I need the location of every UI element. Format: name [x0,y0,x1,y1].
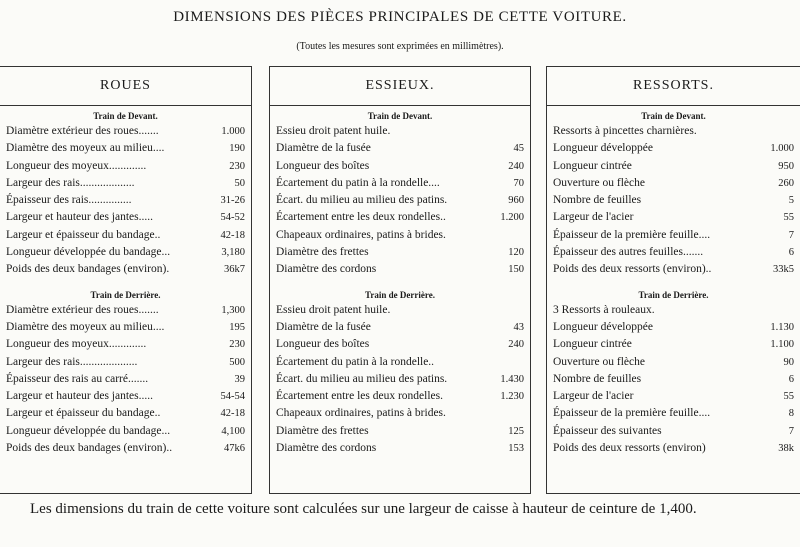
table-row [553,336,794,353]
row-label: Largeur et épaisseur du bandage.. [6,407,161,420]
table-row [553,192,794,209]
table-row [553,371,794,388]
row-value: 54-54 [220,391,245,403]
row-label: Épaisseur des rais au carré....... [6,372,149,385]
table-row [553,140,794,157]
table-row [276,319,524,336]
table-row [276,423,524,440]
footer-paragraph: Les dimensions du train de cette voiture sont calculées sur une largeur de caisse à hauteur de ceinture de 1,400. [30,501,697,517]
row-value: 36k7 [224,264,245,276]
section-heading: Train de Devant. [93,111,158,121]
row-value: 50 [234,177,245,189]
row-value: 240 [508,339,524,351]
row-label: Écart. du milieu au milieu des patins. [276,194,448,207]
row-value: 70 [513,177,524,189]
row-label: Diamètre des cordons [276,263,377,276]
row-value: 8 [788,408,794,420]
row-value: 1.000 [770,143,794,155]
table-row [276,175,524,192]
table-row [276,209,524,226]
row-value: 5 [788,195,794,207]
ressorts-panel [546,66,800,494]
section-heading: Train de Devant. [641,111,706,121]
section-heading: Train de Derrière. [365,289,435,300]
row-value: 39 [234,373,245,385]
table-row [276,192,524,209]
row-value: 33k5 [773,264,794,276]
row-value: 42-18 [220,408,245,420]
row-value: 45 [513,143,524,155]
section-heading: Train de Derrière. [638,289,709,300]
row-label: Écart. du milieu au milieu des patins. [276,372,448,385]
row-label: Épaisseur de la première feuille.... [553,407,711,420]
row-label: Poids des deux bandages (environ). [6,263,170,276]
table-row [553,244,794,261]
row-label: Diamètre des frettes [276,424,369,437]
row-label: Épaisseur de la première feuille.... [553,228,711,241]
page-subtitle: (Toutes les mesures sont exprimées en millimètres). [296,41,504,52]
row-value: 1.200 [500,212,524,224]
table-row [553,440,794,457]
table-row [6,209,245,226]
row-value: 90 [783,356,794,368]
row-label: Largeur et hauteur des jantes..... [6,390,153,403]
column-heading: RESSORTS. [547,67,800,106]
row-value: 38k [778,443,794,455]
table-row [6,319,245,336]
table-row [6,302,245,319]
row-value: 54-52 [220,212,245,224]
table-row [276,371,524,388]
table-row [6,140,245,157]
row-label: Écartement du patin à la rondelle.. [276,355,435,368]
section-heading: Train de Devant. [367,111,433,121]
table-row [6,123,245,140]
row-value: 950 [778,160,794,172]
row-value: 960 [508,195,524,207]
row-value: 7 [788,425,794,437]
row-value: 1.000 [221,126,245,137]
table-row [276,140,524,157]
row-value: 500 [229,356,245,368]
row-value: 1,300 [221,304,245,316]
row-label: Largeur des rais................... [6,176,135,189]
row-value: 1.430 [500,373,524,385]
table-row [553,405,794,422]
row-label: Diamètre des frettes [276,246,369,259]
table-row [276,336,524,353]
row-label: Ouverture ou flèche [553,176,645,189]
row-label: Largeur des rais.................... [6,355,138,368]
row-label: Largeur de l'acier [553,211,634,224]
table-row [553,354,794,371]
row-label: Nombre de feuilles [553,194,642,207]
table-row [6,423,245,440]
page-title: DIMENSIONS DES PIÈCES PRINCIPALES DE CETTE VOITURE. [173,9,627,25]
row-value: 1.230 [500,391,524,403]
row-label: Chapeaux ordinaires, patins à brides. [276,407,446,420]
row-label: Longueur développée [553,142,653,155]
table-row [553,261,794,278]
row-value: 230 [229,160,245,172]
table-row [276,244,524,261]
table-row [276,261,524,278]
row-label: Diamètre de la fusée [276,142,371,155]
table-row [553,209,794,226]
table-row [553,158,794,175]
table-row [6,244,245,261]
row-label: Épaisseur des rais............... [6,194,132,207]
row-label: Ouverture ou flèche [553,355,645,368]
column-heading: ESSIEUX. [270,67,530,106]
row-value: 190 [229,143,245,155]
section-intro: Essieu droit patent huile. [276,303,391,316]
table-row [553,319,794,336]
row-label: Diamètre extérieur des roues....... [6,303,159,316]
row-label: Longueur des moyeux............. [6,159,147,172]
table-row [6,336,245,353]
table-row [276,354,524,371]
table-row [6,405,245,422]
row-value: 3,180 [221,247,245,259]
row-label: Poids des deux ressorts (environ) [553,442,706,455]
table-row [553,423,794,440]
row-value: 230 [229,339,245,351]
table-row [6,371,245,388]
row-label: Diamètre des cordons [276,442,377,455]
table-row [6,354,245,371]
table-row [6,440,245,457]
row-label: Largeur et hauteur des jantes..... [6,211,153,224]
row-value: 150 [508,264,524,276]
row-label: Nombre de feuilles [553,372,642,385]
row-label: Écartement entre les deux rondelles.. [276,211,446,224]
row-label: Longueur cintrée [553,159,632,172]
row-value: 31-26 [220,195,245,207]
table-row [276,227,524,244]
row-value: 1.130 [770,321,794,333]
row-value: 240 [508,160,524,172]
row-label: Largeur de l'acier [553,390,634,403]
row-value: 7 [788,229,794,241]
row-label: Chapeaux ordinaires, patins à brides. [276,228,446,241]
row-value: 55 [783,212,794,224]
table-row [6,388,245,405]
section-heading: Train de Derrière. [90,289,161,300]
roues-panel [0,66,252,494]
row-value: 4,100 [221,425,245,437]
row-value: 47k6 [224,443,245,455]
table-row [553,388,794,405]
row-label: Longueur des boîtes [276,159,370,172]
row-label: Largeur et épaisseur du bandage.. [6,228,161,241]
row-value: 6 [788,373,794,385]
essieux-panel [269,66,531,494]
row-label: Diamètre de la fusée [276,320,371,333]
table-row [6,261,245,278]
row-value: 195 [229,321,245,333]
row-label: Poids des deux bandages (environ).. [6,442,173,455]
row-label: Longueur cintrée [553,338,632,351]
row-label: Écartement entre les deux rondelles. [276,390,443,403]
table-row [6,227,245,244]
table-row [276,158,524,175]
row-value: 6 [788,247,794,259]
table-row [553,175,794,192]
row-value: 43 [513,321,524,333]
section-intro: 3 Ressorts à rouleaux. [553,303,655,316]
row-value: 260 [778,177,794,189]
column-heading: ROUES [0,67,251,106]
row-label: Écartement du patin à la rondelle.... [276,176,440,189]
row-value: 42-18 [220,229,245,241]
row-label: Épaisseur des suivantes [553,424,662,437]
row-label: Épaisseur des autres feuilles....... [553,246,704,259]
table-row [276,405,524,422]
table-row [276,440,524,457]
row-label: Longueur développée du bandage... [6,246,171,259]
table-row [6,175,245,192]
table-row [6,158,245,175]
row-value: 125 [508,425,524,437]
row-label: Poids des deux ressorts (environ).. [553,263,712,276]
row-value: 55 [783,391,794,403]
table-row [276,388,524,405]
table-row [6,192,245,209]
row-label: Diamètre des moyeux au milieu.... [6,142,165,155]
row-label: Longueur des moyeux............. [6,338,147,351]
row-value: 120 [508,247,524,259]
row-value: 1.100 [770,339,794,351]
table-row [553,227,794,244]
row-label: Diamètre des moyeux au milieu.... [6,320,165,333]
row-label: Diamètre extérieur des roues....... [6,125,159,137]
row-label: Longueur développée [553,320,653,333]
row-value: 153 [508,443,524,455]
row-label: Longueur développée du bandage... [6,424,171,437]
section-intro: Essieu droit patent huile. [276,125,391,137]
row-label: Longueur des boîtes [276,338,370,351]
section-intro: Ressorts à pincettes charnières. [553,125,697,137]
